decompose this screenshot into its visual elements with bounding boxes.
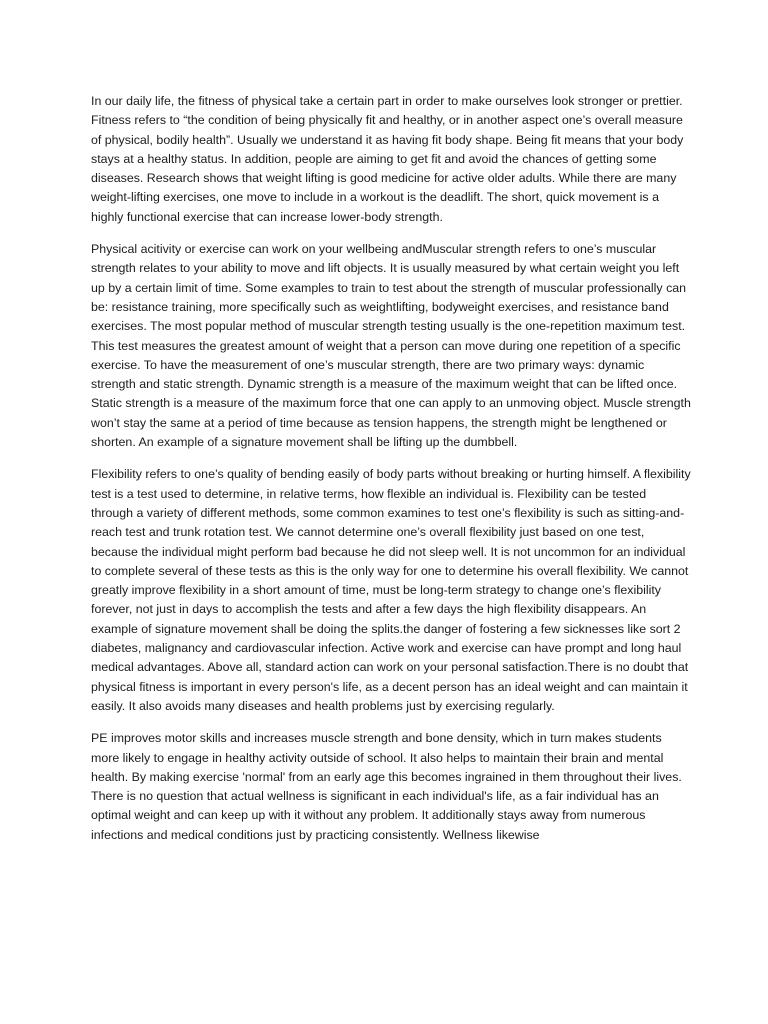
- paragraph-physical-education: PE improves motor skills and increases muscle strength and bone density, which in turn makes students more likely to engage in healthy activity outside of school. It also helps to maintain their brain and mental health. By making exercise 'normal' from an early age this becomes ingrained in them throughout their lives. There is no question that actual wellness is significant in each individual's life, as a fair individual has an optimal weight and can keep up with it without any problem. It additionally stays away from numerous infections and medical conditions just by practicing consistently. Wellness likewise: [91, 731, 682, 842]
- paragraph-muscular-strength: Physical acitivity or exercise can work on your wellbeing andMuscular strength refers to one’s muscular strength relates to your ability to move and lift objects. It is usually measured by what certain weight you left up by a certain limit of time. Some examples to train to test about the strength of muscular professionally can be: resistance training, more specifically such as weightlifting, bodyweight exercises, and resistance band exercises. The most popular method of muscular strength testing usually is the one-repetition maximum test. This test measures the greatest amount of weight that a person can move during one repetition of a specific exercise. To have the measurement of one’s muscular strength, there are two primary ways: dynamic strength and static strength. Dynamic strength is a measure of the maximum weight that can be lifted once. Static strength is a measure of the maximum force that one can apply to an unmoving object. Muscle strength won’t stay the same at a period of time because as tension happens, the strength might be lengthened or shorten. An example of a signature movement shall be lifting up the dumbbell.: [91, 242, 691, 450]
- paragraph-flexibility: Flexibility refers to one’s quality of bending easily of body parts without breaking or hurting himself. A flexibility test is a test used to determine, in relative terms, how flexible an individual is. Flexibility can be tested through a variety of different methods, some common examines to test one’s flexibility is such as sitting-and-reach test and trunk rotation test. We cannot determine one’s overall flexibility just based on one test, because the individual might perform bad because he did not sleep well. It is not uncommon for an individual to complete several of these tests as this is the only way for one to determine his overall flexibility. We cannot greatly improve flexibility in a short amount of time, must be long-term strategy to change one’s flexibility forever, not just in days to accomplish the tests and after a few days the high flexibility disappears. An example of signature movement shall be doing the splits.the danger of fostering a few sicknesses like sort 2 diabetes, malignancy and cardiovascular infection. Active work and exercise can have prompt and long haul medical advantages. Above all, standard action can work on your personal satisfaction.There is no doubt that physical fitness is important in every person's life, as a decent person has an ideal weight and can maintain it easily. It also avoids many diseases and health problems just by exercising regularly.: [91, 467, 691, 713]
- document-body: [91, 92, 691, 858]
- paragraph-fitness-intro: In our daily life, the fitness of physical take a certain part in order to make ourselves look stronger or prettier. Fitness refers to “the condition of being physically fit and healthy, or in another aspect one’s overall measure of physical, bodily health”. Usually we understand it as having fit body shape. Being fit means that your body stays at a healthy status. In addition, people are aiming to get fit and avoid the chances of getting some diseases. Research shows that weight lifting is good medicine for active older adults. While there are many weight-lifting exercises, one move to include in a workout is the deadlift. The short, quick movement is a highly functional exercise that can increase lower-body strength.: [91, 94, 684, 224]
